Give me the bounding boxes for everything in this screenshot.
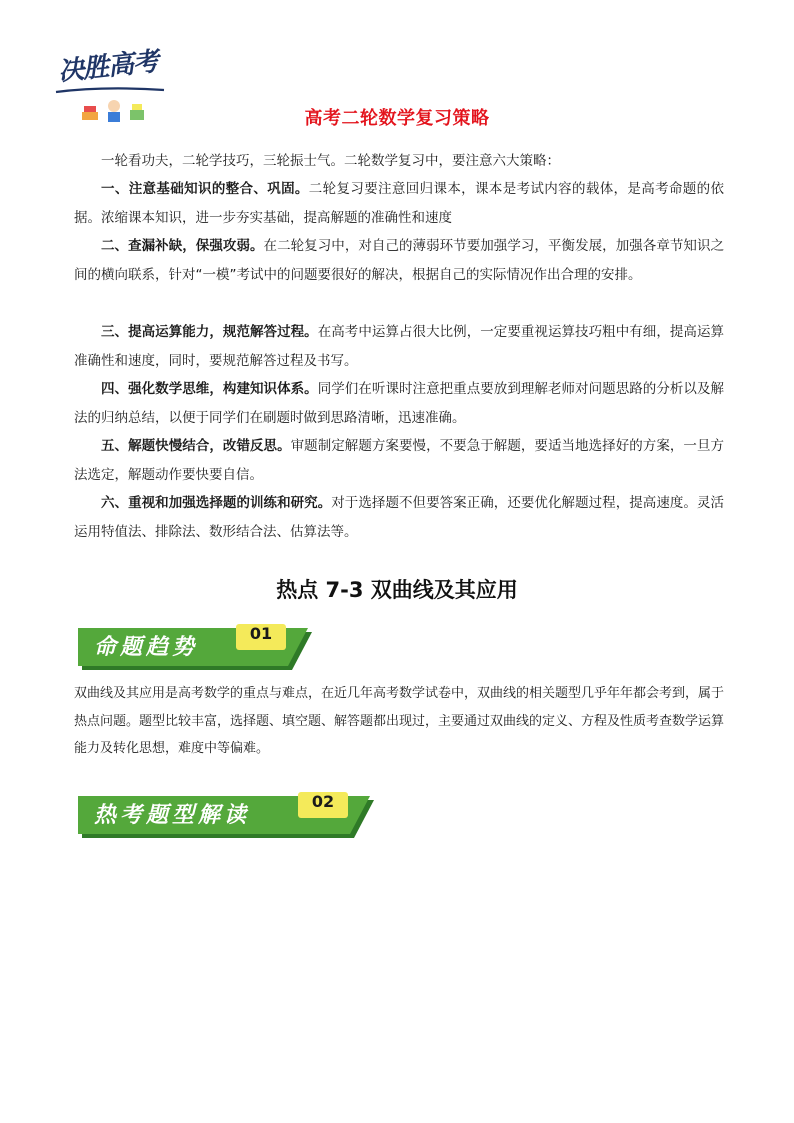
strategy-lead: 二、查漏补缺，保强攻弱。	[101, 238, 264, 254]
strategy-body: 在二轮复习中，对自己的薄弱环节要加强学习，平衡发展，加强各章节知识之间的横向联系，针对“一模”考试中的问题要很好的解决，根据自己的实际情况作出合理的安排。	[74, 238, 725, 283]
strategy-body: 二轮复习要注意回归课本，课本是考试内容的载体，是高考命题的依据。浓缩课本知识，进一步夯实基础，提高解题的准确性和速度	[74, 181, 725, 226]
strategy-lead: 一、注意基础知识的整合、巩固。	[101, 181, 309, 197]
strategy-paragraph	[74, 175, 724, 232]
banner-hot-topics	[76, 790, 376, 842]
strategy-body: 在高考中运算占很大比例，一定要重视运算技巧粗中有细，提高运算准确性和速度，同时，要规范解答过程及书写。	[74, 324, 725, 369]
strategy-paragraph	[74, 232, 724, 289]
strategy-lead: 五、解题快慢结合，改错反思。	[101, 438, 291, 454]
strategy-body: 同学们在听课时注意把重点要放到理解老师对问题思路的分析以及解法的归纳总结，以便于同学们在刷题时做到思路清晰，迅速准确。	[74, 381, 725, 426]
strategy-paragraph	[74, 318, 724, 375]
page-title: 高考二轮数学复习策略	[304, 108, 490, 129]
strategy-body: 审题制定解题方案要慢，不要急于解题，要适当地选择好的方案，一旦方法选定，解题动作要快要自信。	[74, 438, 725, 483]
intro-paragraph: 一轮看功夫，二轮学技巧，三轮振士气。二轮数学复习中，要注意六大策略：	[101, 153, 560, 169]
banner-number: 02	[311, 792, 335, 811]
strategy-lead: 六、重视和加强选择题的训练和研究。	[101, 495, 332, 511]
banner-trend	[76, 622, 316, 674]
strategy-lead: 三、提高运算能力，规范解答过程。	[101, 324, 318, 340]
strategy-lead: 四、强化数学思维，构建知识体系。	[101, 381, 318, 397]
banner-number: 01	[249, 624, 273, 643]
strategy-paragraph	[74, 432, 724, 489]
banner-label: 命题趋势	[94, 634, 199, 660]
strategy-body: 对于选择题不但要答案正确，还要优化解题过程，提高速度。灵活运用特值法、排除法、数形结合法、估算法等。	[74, 495, 725, 540]
banner-label: 热考题型解读	[94, 802, 251, 828]
section-title: 热点 7-3 双曲线及其应用	[276, 578, 518, 602]
logo-text: 决胜高考	[56, 46, 160, 88]
strategy-paragraph	[74, 489, 724, 546]
trend-paragraph: 双曲线及其应用是高考数学的重点与难点，在近几年高考数学试卷中，双曲线的相关题型几乎年年都会考到，属于热点问题。题型比较丰富，选择题、填空题、解答题都出现过，主要通过双曲线的定义、方程及性质考查数学运算能力及转化思想，难度中等偏难。	[74, 686, 725, 756]
strategy-paragraph	[74, 375, 724, 432]
